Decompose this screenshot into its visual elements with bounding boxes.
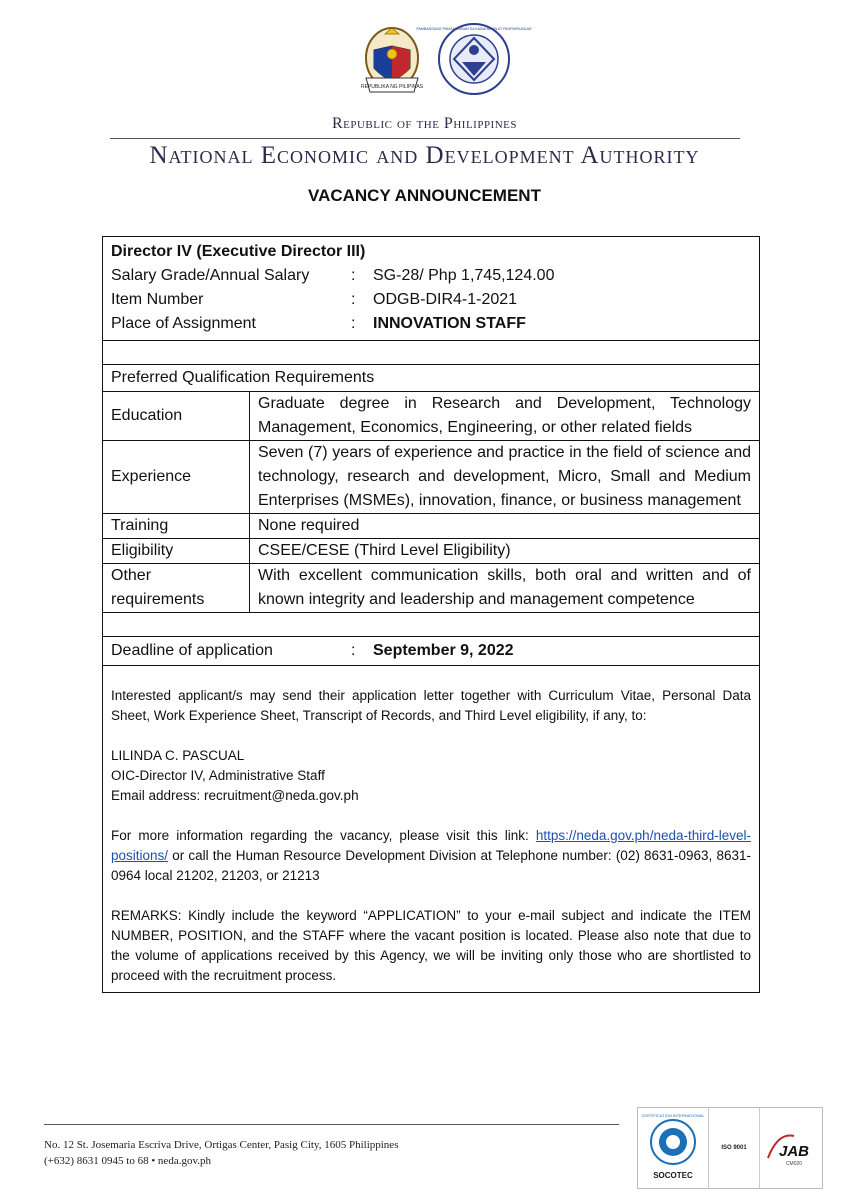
item-number-row <box>111 288 751 312</box>
education-value: Graduate degree in Research and Development, Technology Management, Economics, Engineering, or other related fields <box>258 395 751 436</box>
seal-text: REPUBLIKA NG PILIPINAS <box>361 84 423 90</box>
qualification-row-eligibility <box>103 539 759 564</box>
socotec-logo <box>638 1108 708 1188</box>
position-title: Director IV (Executive Director III) <box>111 243 366 260</box>
iso-9001-label: ISO 9001 <box>709 1108 760 1188</box>
deadline-value: September 9, 2022 <box>373 642 514 659</box>
more-info-paragraph <box>111 826 751 886</box>
more-info-suffix: or call the Human Resource Development Division at Telephone number: (02) 8631-0963, 8631-0964 local 21202, 21203, or 21213 <box>111 848 751 883</box>
qualification-row-experience <box>103 441 759 514</box>
socotec-ring-text: CERTIFICATION INTERNATIONAL <box>641 1113 705 1118</box>
republic-heading: Republic of the Philippines <box>331 115 518 132</box>
assignment-label: Place of Assignment <box>111 315 256 332</box>
training-label: Training <box>103 514 250 538</box>
experience-value: Seven (7) years of experience and practice in the field of science and technology, research and development, Micro, Small and Medium Enterprises (MSMEs), innovation, finance, or business management <box>258 444 751 509</box>
deadline-row <box>103 637 759 666</box>
phone-website-line: (+632) 8631 0945 to 68 • neda.gov.ph <box>44 1155 211 1167</box>
jab-code: CM020 <box>785 1161 803 1167</box>
position-section <box>103 237 759 341</box>
contact-name: LILINDA C. PASCUAL <box>111 748 245 763</box>
agency-heading: National Economic and Development Authority <box>149 142 700 169</box>
more-info-prefix: For more information regarding the vacancy, please visit this link: <box>111 828 536 843</box>
qualifications-section <box>103 365 759 613</box>
socotec-certification <box>638 1108 709 1188</box>
positions-link[interactable]: https://neda.gov.ph/neda-third-level-positions/ <box>111 828 751 863</box>
experience-label: Experience <box>103 441 250 513</box>
qualifications-heading: Preferred Qualification Requirements <box>103 365 759 392</box>
philippine-seal-logo <box>352 20 432 102</box>
salary-value: SG-28/ Php 1,745,124.00 <box>373 267 555 284</box>
qualification-row-other <box>103 564 759 612</box>
qualification-row-training <box>103 514 759 539</box>
neda-seal-text: PAMBANSANG PANGASIWAAN SA KABUHAYAN AT PAGPAPAUNLAD <box>416 27 532 31</box>
other-requirements-label: Other requirements <box>103 564 250 612</box>
deadline-label: Deadline of application <box>111 642 273 659</box>
spacer-row <box>103 341 759 365</box>
item-number-label: Item Number <box>111 291 204 308</box>
vacancy-table <box>102 236 760 993</box>
item-number-value: ODGB-DIR4-1-2021 <box>373 291 518 308</box>
certification-badge <box>637 1107 823 1189</box>
salary-colon: : <box>351 267 356 284</box>
salary-label: Salary Grade/Annual Salary <box>111 267 310 284</box>
header-logos <box>352 20 532 106</box>
jab-text: JAB <box>778 1143 810 1160</box>
contact-block <box>111 746 751 806</box>
salary-row <box>111 264 751 288</box>
header-divider <box>110 138 740 139</box>
jab-accreditation <box>760 1108 822 1188</box>
footer-address <box>44 1137 398 1169</box>
intro-paragraph: Interested applicant/s may send their application letter together with Curriculum Vitae, Personal Data Sheet, Work Experience Sheet, Transcript of Records, and Third Level eligibility, if any, to: <box>111 688 751 723</box>
eligibility-label: Eligibility <box>103 539 250 563</box>
socotec-label: SOCOTEC <box>653 1171 693 1180</box>
neda-logo <box>416 20 532 98</box>
eligibility-value: CSEE/CESE (Third Level Eligibility) <box>258 542 511 559</box>
assignment-row <box>111 312 751 336</box>
address-line: No. 12 St. Josemaria Escriva Drive, Ortigas Center, Pasig City, 1605 Philippines <box>44 1139 399 1151</box>
qualification-row-education <box>103 392 759 441</box>
education-label: Education <box>103 392 250 440</box>
assignment-value: INNOVATION STAFF <box>373 315 526 332</box>
remarks-paragraph: REMARKS: Kindly include the keyword “APPLICATION” to your e-mail subject and indicate the ITEM NUMBER, POSITION, and the STAFF where the vacant position is located. Please also note that due to the volume of applications received by this Agency, we will be inviting only those who are shortlisted to proceed with the recruitment process. <box>111 908 751 983</box>
contact-email[interactable]: Email address: recruitment@neda.gov.ph <box>111 788 359 803</box>
footer-divider <box>44 1124 619 1125</box>
deadline-colon: : <box>351 642 356 659</box>
document-title: VACANCY ANNOUNCEMENT <box>308 186 541 205</box>
jab-logo <box>764 1128 818 1168</box>
application-instructions <box>103 666 759 992</box>
contact-title: OIC-Director IV, Administrative Staff <box>111 768 325 783</box>
training-value: None required <box>258 517 360 534</box>
item-number-colon: : <box>351 291 356 308</box>
other-requirements-value: With excellent communication skills, both oral and written and of known integrity and leadership and management competence <box>258 567 751 608</box>
spacer-row <box>103 613 759 637</box>
assignment-colon: : <box>351 315 356 332</box>
